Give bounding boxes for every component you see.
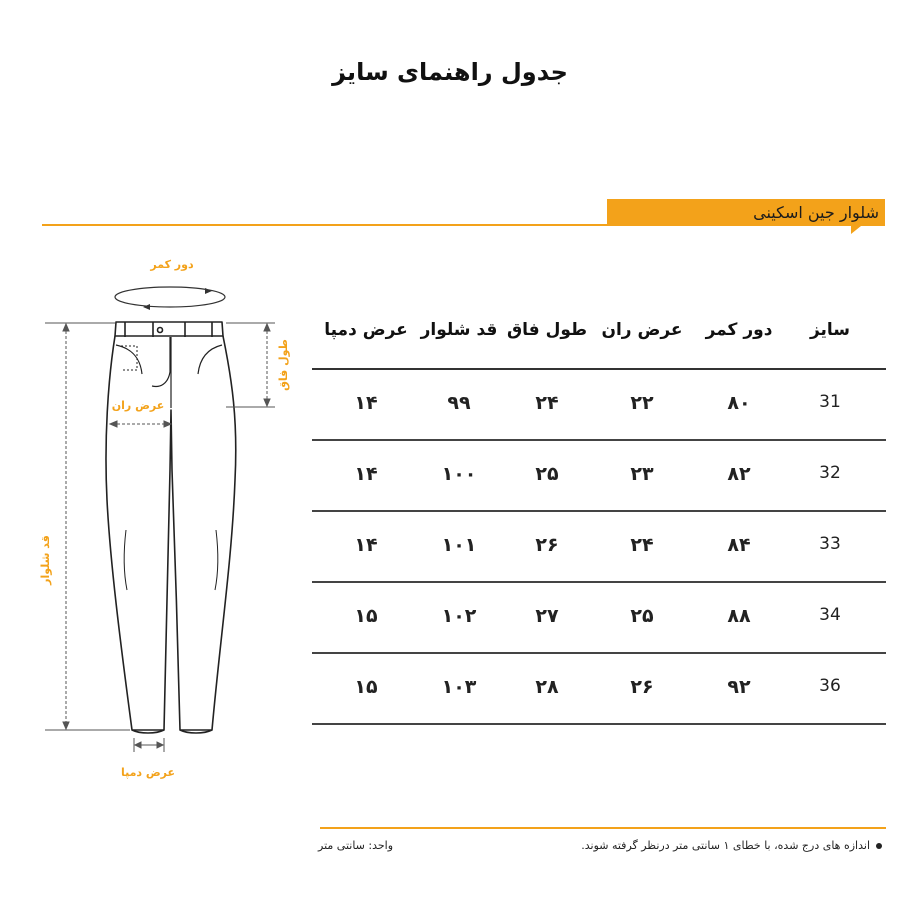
cell-size: 36	[819, 676, 841, 696]
cell-length: ۱۰۳	[441, 676, 477, 698]
cell-waist: ۸۴	[727, 534, 751, 556]
cell-rise: ۲۸	[535, 676, 559, 698]
header-rise: طول فاق	[506, 320, 588, 340]
unit-label: واحد: سانتی متر	[318, 839, 394, 852]
cell-thigh: ۲۵	[630, 605, 654, 627]
waist-measure-icon	[115, 287, 225, 310]
cell-thigh: ۲۲	[630, 392, 654, 414]
cell-waist: ۸۸	[727, 605, 751, 627]
cell-hem: ۱۵	[354, 676, 378, 698]
cell-hem: ۱۴	[354, 392, 378, 414]
table-row	[312, 441, 886, 512]
cell-size: 33	[819, 534, 841, 554]
header-waist: دور کمر	[705, 320, 773, 340]
jeans-diagram	[0, 0, 320, 820]
cell-size: 34	[819, 605, 841, 625]
cell-length: ۱۰۲	[441, 605, 477, 627]
cell-length: ۱۰۰	[441, 463, 477, 485]
thigh-measure-line	[110, 421, 171, 427]
hem-measure-line	[134, 738, 164, 752]
cell-hem: ۱۴	[354, 534, 378, 556]
header-hem: عرض دمپا	[324, 320, 408, 340]
cell-thigh: ۲۶	[630, 676, 654, 698]
table-row	[312, 370, 886, 441]
cell-rise: ۲۷	[535, 605, 559, 627]
size-table	[312, 300, 886, 725]
table-row	[312, 583, 886, 654]
cell-length: ۹۹	[447, 392, 471, 414]
jeans-outline	[106, 322, 236, 733]
cell-rise: ۲۵	[535, 463, 559, 485]
cell-waist: ۹۲	[727, 676, 751, 698]
length-measure-line	[45, 323, 130, 730]
cell-rise: ۲۴	[535, 392, 559, 414]
waist-label: دور کمر	[150, 258, 194, 271]
section-tab-notch	[851, 226, 861, 234]
table-header	[312, 300, 886, 370]
rise-label: طول فاق	[277, 339, 290, 391]
cell-waist: ۸۰	[727, 392, 751, 414]
table-row	[312, 654, 886, 725]
cell-hem: ۱۴	[354, 463, 378, 485]
section-title: شلوار جین اسکینی	[607, 199, 885, 226]
cell-thigh: ۲۴	[630, 534, 654, 556]
length-label: قد شلوار	[39, 535, 52, 585]
header-thigh: عرض ران	[601, 320, 683, 340]
table-row	[312, 512, 886, 583]
cell-size: 32	[819, 463, 841, 483]
bullet-icon	[876, 843, 882, 849]
header-length: قد شلوار	[420, 320, 498, 340]
thigh-label: عرض ران	[111, 399, 165, 412]
cell-waist: ۸۲	[727, 463, 751, 485]
footer-note-text: اندازه های درج شده، با خطای ۱ سانتی متر درنظر گرفته شوند.	[581, 839, 870, 852]
footer-note	[581, 839, 882, 852]
cell-size: 31	[819, 392, 841, 412]
hem-label: عرض دمپا	[120, 766, 176, 779]
cell-rise: ۲۶	[535, 534, 559, 556]
page-title: جدول راهنمای سایز	[332, 58, 568, 86]
cell-length: ۱۰۱	[441, 534, 477, 556]
footer-divider	[320, 827, 886, 829]
cell-hem: ۱۵	[354, 605, 378, 627]
cell-thigh: ۲۳	[630, 463, 654, 485]
header-size: سایز	[809, 320, 851, 340]
